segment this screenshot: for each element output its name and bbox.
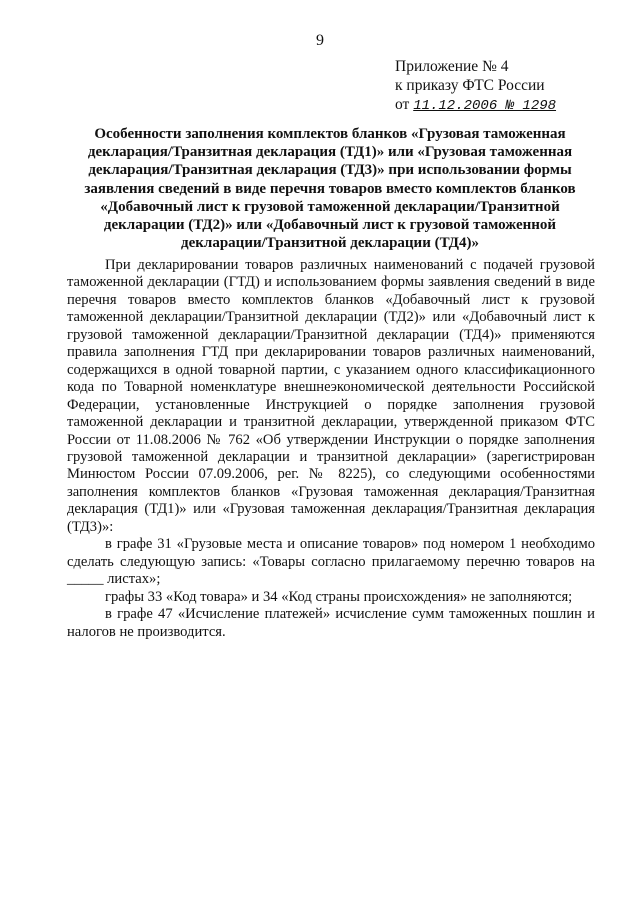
appendix-order-line: к приказу ФТС России [395,77,545,94]
appendix-date-line [395,95,556,116]
page-number: 9 [316,32,324,49]
appendix-line: Приложение № 4 [395,58,509,75]
body-paragraph-graphs-33-34: графы 33 «Код товара» и 34 «Код страны происхождения» не заполняются; [105,588,573,605]
body-paragraph-main: При декларировании товаров различных наименований с подачей грузовой таможенной декларации (ГТД) и использованием формы заявления сведений в виде перечня товаров вместо комплектов бланков «Добавочный лист к грузовой таможенной декларации/Транзитной декларации (ТД2)» или «Добавочный лист к грузовой таможенной декларации/Транзитной декларации (ТД4)» применяются правила заполнения ГТД при декларировании товаров различных наименований, содержащихся в одной товарной партии, с указанием одного классификационного кода по Товарной номенклатуре внешнеэкономической деятельности Российской Федерации, установленные Инструкцией о порядке заполнения грузовой таможенной декларации и транзитной декларации, утвержденной приказом ФТС России от 11.08.2006 № 762 «Об утверждении Инструкции о порядке заполнения грузовой таможенной декларации и транзитной декларации» (зарегистрирован Минюстом России 07.09.2006, рег. № 8225), со следующими особенностями заполнения комплектов бланков «Грузовая таможенная декларация/Транзитная декларация (ТД1)» или «Грузовая таможенная декларация/Транзитная декларация (ТД3)»: [67,257,595,535]
body-paragraph-graph-47: в графе 47 «Исчисление платежей» исчисление сумм таможенных пошлин и налогов не производится. [67,606,595,640]
document-body [67,257,595,641]
document-title: Особенности заполнения комплектов бланков «Грузовая таможенная декларация/Транзитная декларация (ТД1)» или «Грузовая таможенная декларация/Транзитная декларация (ТД3)» при использовании формы заявления сведений в виде перечня товаров вместо комплектов бланков «Добавочный лист к грузовой таможенной декларации/Транзитной декларации (ТД2)» или «Добавочный лист к грузовой таможенной декларации/Транзитной декларации (ТД4)» [84,126,576,252]
date-prefix: от [395,96,414,113]
handwritten-date-number: 11.12.2006 № 1298 [413,98,557,114]
appendix-header [395,57,556,116]
body-paragraph-graph-31: в графе 31 «Грузовые места и описание товаров» под номером 1 необходимо сделать следующую запись: «Товары согласно прилагаемому перечню товаров на _____ листах»; [67,536,595,588]
